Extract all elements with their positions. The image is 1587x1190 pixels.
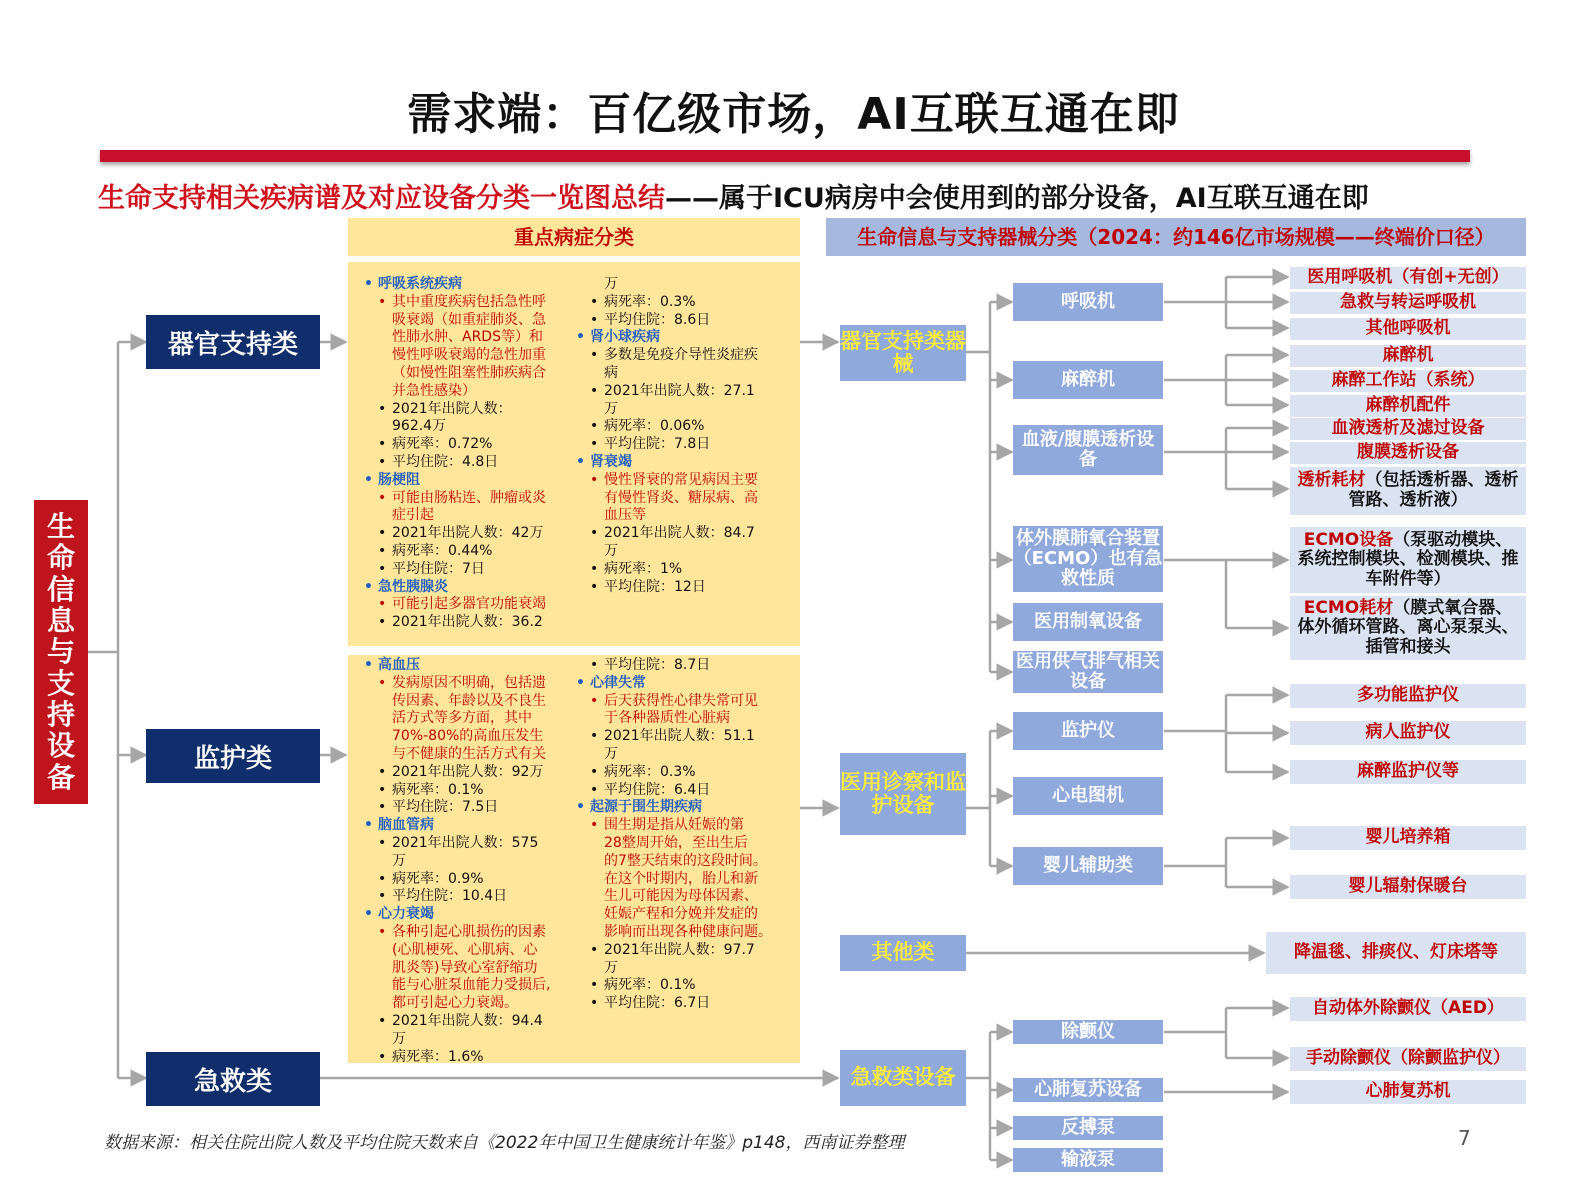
disease-detail: • 病死率：1%	[574, 561, 800, 579]
subcat-ventilator: 呼吸机	[1013, 283, 1163, 321]
disease-detail: 症引起	[392, 507, 434, 524]
footnote: 数据来源：相关住院出院人数及平均住院天数来自《2022年中国卫生健康统计年鉴》p148，西南证券整理	[104, 1133, 905, 1153]
disease-detail: • 各种引起心肌损伤的因素	[362, 924, 588, 942]
leaf-item: 腹膜透析设备	[1290, 442, 1526, 464]
disease-detail: 活方式等多方面，其中	[392, 710, 532, 727]
disease-detail: 70%-80%的高血压发生	[392, 728, 544, 745]
disease-detail: • 2021年出院人数：92万	[362, 764, 588, 782]
disease-detail: 妊娠产程和分娩并发症的	[604, 906, 758, 923]
disease-detail: • 后天获得性心律失常可见	[574, 693, 800, 711]
disease-detail: （如慢性阻塞性肺疾病合	[392, 364, 546, 381]
disease-column	[574, 657, 800, 1013]
disease-panel-organ	[348, 262, 800, 646]
leaf-item: 麻醉工作站（系统）	[1290, 370, 1526, 392]
disease-detail: 万	[604, 276, 618, 292]
leaf-black: （膜式氧合器、体外循环管路、离心泵泵头、插管和接头	[1297, 597, 1519, 657]
leaf-item: 病人监护仪	[1290, 721, 1526, 745]
leaf-item: 多功能监护仪	[1290, 684, 1526, 708]
leaf-item: 麻醉机配件	[1290, 395, 1526, 417]
disease-detail: • 2021年出院人数：51.1	[574, 728, 800, 746]
leaf-item: 婴儿辐射保暖台	[1290, 875, 1526, 899]
root-char: 信	[46, 572, 75, 606]
disease-detail: • 2021年出院人数：575	[362, 835, 588, 853]
disease-detail: • 可能由肠粘连、肿瘤或炎	[362, 490, 588, 508]
disease-detail: 万	[604, 400, 618, 417]
root-char: 备	[46, 760, 75, 794]
leaf-item	[1290, 467, 1526, 515]
disease-detail: • 围生期是指从妊娠的第	[574, 817, 800, 835]
disease-detail: • 平均住院：4.8日	[362, 454, 588, 472]
disease-detail: 肌炎等)导致心室舒缩功	[392, 959, 538, 976]
disease-detail: 并急性感染）	[392, 382, 476, 399]
category-monitoring: 监护类	[146, 729, 320, 783]
root-char: 与	[46, 635, 75, 669]
disease-detail: • 平均住院：8.6日	[574, 312, 800, 330]
disease-column	[362, 657, 588, 1066]
leaf-black: （包括透析器、透析管路、透析液）	[1348, 470, 1519, 510]
root-char: 持	[46, 698, 75, 732]
root-char: 支	[46, 666, 75, 700]
disease-detail: • 2021年出院人数：36.2	[362, 614, 588, 632]
disease-detail: 万	[392, 852, 406, 869]
disease-detail: • 病死率：0.1%	[574, 977, 800, 995]
subcat-monitor: 监护仪	[1013, 712, 1163, 750]
leaf-item: 其他呼吸机	[1290, 318, 1526, 340]
leaf-item: 手动除颤仪（除颤监护仪）	[1290, 1047, 1526, 1071]
disease-heading: • 肾衰竭	[574, 454, 800, 472]
disease-detail: • 平均住院：8.7日	[574, 657, 800, 675]
disease-detail: 都可引起心力衰竭。	[392, 995, 518, 1012]
disease-detail: 血压等	[604, 507, 646, 524]
subcat-defibrillator: 除颤仪	[1013, 1020, 1163, 1044]
subcat-infant: 婴儿辅助类	[1013, 847, 1163, 885]
disease-detail: 万	[604, 542, 618, 559]
leaf-red: 透析耗材	[1297, 470, 1366, 491]
subcat-ecg: 心电图机	[1013, 777, 1163, 815]
disease-heading: • 心力衰竭	[362, 906, 588, 924]
disease-heading: • 起源于围生期疾病	[574, 799, 800, 817]
disease-detail: • 多数是免疫介导性炎症疾	[574, 347, 800, 365]
disease-detail: • 可能引起多器官功能衰竭	[362, 596, 588, 614]
subcat-oxygen: 医用制氧设备	[1013, 603, 1163, 641]
disease-detail: • 2021年出院人数：94.4	[362, 1013, 588, 1031]
disease-detail: • 2021年出院人数：42万	[362, 525, 588, 543]
disease-detail: • 2021年出院人数：	[362, 401, 588, 419]
device-cat-monitoring: 医用诊察和监护设备	[840, 753, 966, 835]
disease-detail: 吸衰竭（如重症肺炎、急	[392, 311, 546, 328]
subcat-anesthesia: 麻醉机	[1013, 361, 1163, 399]
root-char: 生	[46, 509, 75, 543]
disease-detail: • 2021年出院人数：97.7	[574, 942, 800, 960]
disease-header: 重点病症分类	[348, 218, 800, 256]
disease-detail: (心肌梗死、心肌病、心	[392, 941, 538, 958]
category-organ-support: 器官支持类	[146, 315, 320, 369]
disease-detail: 28整周开始，至出生后	[604, 834, 748, 851]
disease-detail: • 病死率：0.3%	[574, 764, 800, 782]
disease-detail: • 2021年出院人数：27.1	[574, 383, 800, 401]
disease-detail: • 病死率：0.9%	[362, 871, 588, 889]
disease-detail: • 其中重度疾病包括急性呼	[362, 294, 588, 312]
disease-detail: 病	[604, 364, 618, 381]
disease-detail: • 平均住院：12日	[574, 579, 800, 597]
subcat-gas-supply: 医用供气排气相关设备	[1013, 651, 1163, 693]
device-cat-organ: 器官支持类器械	[840, 325, 966, 381]
root-char: 息	[46, 603, 75, 637]
leaf-item: 婴儿培养箱	[1290, 826, 1526, 850]
leaf-item: 降温毯、排痰仪、灯床塔等	[1266, 932, 1526, 974]
disease-detail: 与不健康的生活方式有关	[392, 745, 546, 762]
disease-detail: 能与心脏泵血能力受损后,	[392, 977, 551, 994]
leaf-item: 急救与转运呼吸机	[1290, 292, 1526, 314]
disease-detail: 影响而出现各种健康问题。	[604, 923, 772, 940]
root-node	[34, 500, 88, 804]
leaf-red: ECMO耗材	[1303, 597, 1394, 618]
disease-detail: 生儿可能因为母体因素、	[604, 888, 758, 905]
subcat-ecmo: 体外膜肺氧合装置（ECMO）也有急救性质	[1013, 526, 1163, 592]
disease-detail: • 2021年出院人数：84.7	[574, 525, 800, 543]
disease-detail: • 平均住院：6.4日	[574, 782, 800, 800]
root-char: 命	[46, 541, 75, 575]
subcat-cpr: 心肺复苏设备	[1013, 1078, 1163, 1102]
disease-detail: 万	[604, 745, 618, 762]
subtitle	[98, 176, 1578, 215]
leaf-item: 医用呼吸机（有创+无创）	[1290, 267, 1526, 289]
disease-detail: 万	[392, 1030, 406, 1047]
device-header: 生命信息与支持器械分类（2024：约146亿市场规模——终端价口径）	[826, 218, 1526, 256]
leaf-item: 心肺复苏机	[1290, 1080, 1526, 1104]
disease-detail: • 病死率：0.3%	[574, 294, 800, 312]
disease-detail: • 病死率：0.72%	[362, 436, 588, 454]
leaf-red: ECMO设备	[1303, 529, 1394, 550]
disease-panel-monitoring	[348, 655, 800, 1063]
subtitle-red: 生命支持相关疾病谱及对应设备分类一览图总结	[98, 183, 665, 214]
leaf-item: 血液透析及滤过设备	[1290, 418, 1526, 440]
disease-detail: 有慢性肾炎、糖尿病、高	[604, 489, 758, 506]
disease-detail: 在这个时期内，胎儿和新	[604, 870, 758, 887]
disease-detail: • 病死率：1.6%	[362, 1049, 588, 1067]
page-title: 需求端：百亿级市场，AI互联互通在即	[407, 89, 1180, 140]
subtitle-black: ——属于ICU病房中会使用到的部分设备，AI互联互通在即	[665, 183, 1369, 214]
disease-detail: • 病死率：0.44%	[362, 543, 588, 561]
disease-heading: • 脑血管病	[362, 817, 588, 835]
disease-detail: 慢性呼吸衰竭的急性加重	[392, 347, 546, 364]
leaf-black: （泵驱动模块、系统控制模块、检测模块、推车附件等）	[1297, 529, 1519, 589]
disease-detail: 万	[604, 959, 618, 976]
disease-detail: 的7整天结束的这段时间。	[604, 852, 767, 869]
disease-column	[574, 276, 800, 596]
disease-detail: • 平均住院：6.7日	[574, 995, 800, 1013]
page-number: 7	[1458, 1126, 1471, 1150]
leaf-item: 自动体外除颤仪（AED）	[1290, 997, 1526, 1021]
disease-detail: • 慢性肾衰的常见病因主要	[574, 472, 800, 490]
disease-detail: 性肺水肿、ARDS等）和	[392, 329, 543, 346]
disease-detail: • 发病原因不明确，包括遗	[362, 675, 588, 693]
title-divider	[100, 150, 1470, 162]
leaf-item: 麻醉机	[1290, 345, 1526, 367]
disease-detail: • 平均住院：10.4日	[362, 888, 588, 906]
disease-detail: 传因素、年龄以及不良生	[392, 692, 546, 709]
disease-detail: • 病死率：0.1%	[362, 782, 588, 800]
category-emergency: 急救类	[146, 1052, 320, 1106]
subcat-infusion-pump: 输液泵	[1013, 1148, 1163, 1172]
leaf-item: 麻醉监护仪等	[1290, 760, 1526, 784]
disease-detail: • 平均住院：7.5日	[362, 799, 588, 817]
disease-heading: • 肠梗阻	[362, 472, 588, 490]
disease-heading: • 呼吸系统疾病	[362, 276, 588, 294]
disease-column	[362, 276, 588, 632]
subcat-counterpulsation: 反搏泵	[1013, 1116, 1163, 1140]
disease-detail: • 平均住院：7日	[362, 561, 588, 579]
leaf-item	[1290, 527, 1526, 593]
device-cat-other: 其他类	[840, 935, 966, 971]
disease-heading: • 急性胰腺炎	[362, 579, 588, 597]
disease-detail: 于各种器质性心脏病	[604, 710, 730, 727]
disease-heading: • 心律失常	[574, 675, 800, 693]
disease-heading: • 高血压	[362, 657, 588, 675]
disease-heading: • 肾小球疾病	[574, 329, 800, 347]
device-cat-emergency: 急救类设备	[840, 1050, 966, 1106]
disease-detail: • 病死率：0.06%	[574, 418, 800, 436]
disease-detail: 962.4万	[392, 418, 447, 435]
subcat-dialysis: 血液/腹膜透析设备	[1013, 425, 1163, 475]
leaf-item	[1290, 596, 1526, 660]
disease-detail: • 平均住院：7.8日	[574, 436, 800, 454]
root-char: 设	[46, 729, 75, 763]
